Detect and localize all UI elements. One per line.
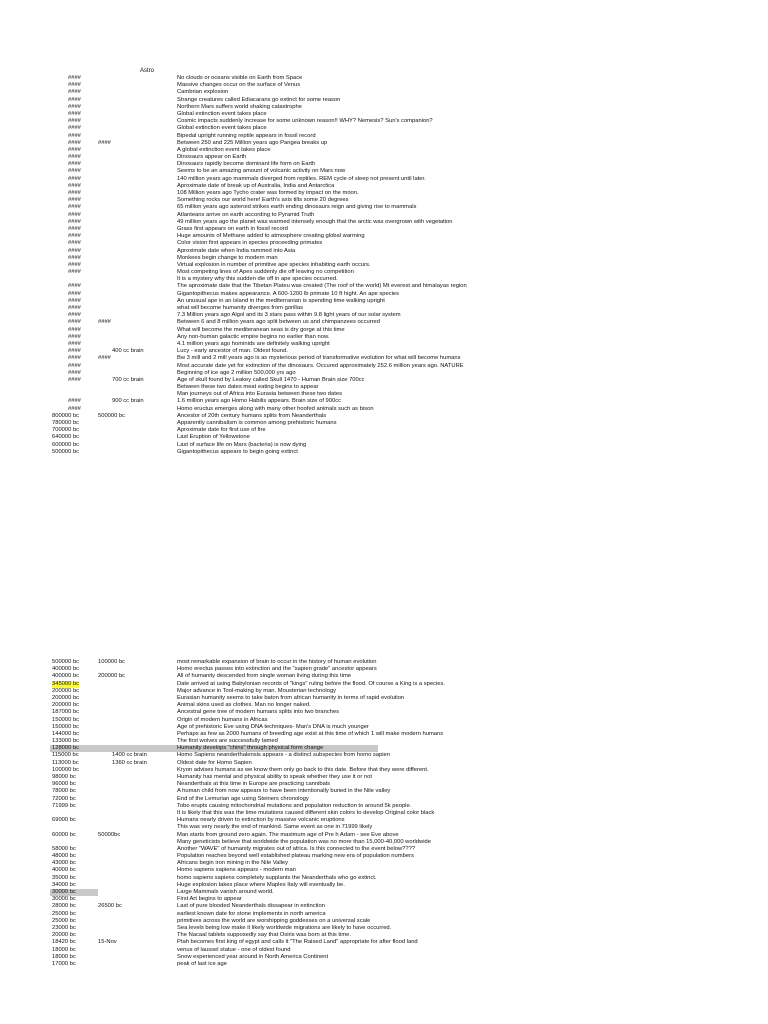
table-row bbox=[0, 204, 768, 211]
date-cell: #### bbox=[68, 326, 81, 333]
date-cell: 43000 bc bbox=[52, 860, 76, 867]
table-row bbox=[0, 702, 768, 709]
event-description: Most accurate date yet for extinction of the dinosaurs. Occured approximately 252.6 million years ago. NATURE bbox=[177, 362, 464, 369]
date-cell: #### bbox=[68, 269, 81, 276]
event-description: A global extinction event takes place bbox=[177, 146, 271, 153]
date-cell: 128000 bc bbox=[52, 745, 80, 752]
table-row bbox=[0, 875, 768, 882]
event-description: Gigantopithecus appears to begin going extinct bbox=[177, 448, 298, 455]
table-row bbox=[0, 688, 768, 695]
event-description: End of the Lemurian age using Steiners chronology bbox=[177, 795, 309, 802]
event-description: It is a mystery why this sudden die off in ape species occurred. bbox=[177, 276, 338, 283]
date-cell: 800000 bc bbox=[52, 412, 80, 419]
date-cell: 600000 bc bbox=[52, 441, 80, 448]
event-description: Apparently cannibalism is common among prehistoric humans bbox=[177, 420, 337, 426]
date-cell: 78000 bc bbox=[52, 788, 76, 795]
date-cell: #### bbox=[68, 197, 81, 204]
table-row bbox=[0, 839, 768, 846]
table-row bbox=[0, 341, 768, 348]
event-description: Many geneticists believe that worldwide the population was no more than 15,000-40,000 worldwide bbox=[177, 838, 431, 845]
table-row bbox=[0, 731, 768, 738]
date-cell: #### bbox=[68, 290, 81, 297]
table-row bbox=[0, 305, 768, 312]
event-description: 65 million years ago asteroid strikes earth ending dinosaurs reign and giving rise to mammals bbox=[177, 204, 417, 211]
table-row bbox=[0, 176, 768, 183]
event-description: 1.6 million years ago Homo Habilis appears. Brain size of 900cc bbox=[177, 398, 342, 405]
table-row bbox=[0, 903, 768, 910]
event-description: Kryon advises humans as we know them only go back to this date. Before that they were different. bbox=[177, 766, 429, 773]
date-cell: 72000 bc bbox=[52, 795, 76, 802]
event-description: No clouds or oceans visible on Earth from Space bbox=[177, 75, 303, 81]
event-description: Massive changes occur on the surface of Venus bbox=[177, 82, 301, 89]
table-row bbox=[0, 767, 768, 774]
event-description: Global extinction event takes place bbox=[177, 110, 267, 117]
date-cell: 20000 bc bbox=[52, 932, 76, 939]
event-description: Dinosaurs rapidly become dominant life form on Earth bbox=[177, 161, 316, 168]
table-row bbox=[0, 197, 768, 204]
date-cell: 30000 bc bbox=[52, 889, 76, 895]
date-cell: 640000 bc bbox=[52, 434, 80, 441]
table-row bbox=[0, 133, 768, 140]
table-row bbox=[0, 147, 768, 154]
date-cell: 144000 bc bbox=[52, 730, 80, 737]
secondary-cell: 700 cc brain bbox=[112, 376, 144, 383]
date-cell: 17000 bc bbox=[52, 960, 76, 967]
event-description: 7.3 Million years ago Algol and its 3 stars pass within 9.8 light years of our solar system bbox=[177, 312, 401, 319]
date-cell: #### bbox=[68, 103, 81, 110]
event-description: Animal skins used as clothes. Man no longer naked. bbox=[177, 702, 311, 709]
table-row bbox=[0, 781, 768, 788]
date-cell: 58000 bc bbox=[52, 845, 76, 852]
event-description: Virtual explosion in number of primitive ape species inhabiting earth occurs. bbox=[177, 261, 371, 268]
table-row bbox=[0, 334, 768, 341]
event-description: Date arrived at using Babylonian records of "kings" ruling before the flood. Of course a King is a species. bbox=[177, 680, 446, 687]
event-description: Man starts from ground zero again. The maximum age of Pre h Adam - see Eve above bbox=[177, 831, 399, 838]
event-description: Something rocks our world here! Earth's axis tilts some 20 degrees bbox=[177, 197, 349, 204]
event-description: Aproximate date when India rammed into Asia bbox=[177, 247, 296, 254]
event-description: Most competing lines of Apes suddenly die off leaving no competition bbox=[177, 269, 354, 276]
table-row bbox=[0, 788, 768, 795]
event-description: Bipedal upright running reptile appears in fossil record bbox=[177, 132, 316, 139]
date-cell: 345000 bc bbox=[52, 680, 80, 687]
date-cell: #### bbox=[68, 110, 81, 117]
date-cell: 28000 bc bbox=[52, 903, 76, 910]
date-cell: #### bbox=[68, 369, 81, 376]
table-row bbox=[0, 319, 768, 326]
table-row bbox=[0, 846, 768, 853]
date-cell: #### bbox=[68, 376, 81, 383]
table-row bbox=[0, 255, 768, 262]
date-cell: 400000 bc bbox=[52, 673, 80, 680]
table-row bbox=[0, 427, 768, 434]
table-row bbox=[0, 97, 768, 104]
secondary-cell: 400 cc brain bbox=[112, 348, 144, 355]
event-description: peak of last ice age bbox=[177, 960, 227, 967]
table-row bbox=[0, 745, 768, 752]
table-row bbox=[0, 832, 768, 839]
event-description: venus of laussel statue - one of oldest found bbox=[177, 946, 291, 953]
table-row bbox=[0, 377, 768, 384]
event-description: An unusual ape in an island in the mediterranian is spending time walking upright bbox=[177, 297, 385, 304]
table-row bbox=[0, 882, 768, 889]
table-row bbox=[0, 298, 768, 305]
date-cell: 25000 bc bbox=[52, 910, 76, 917]
date-cell: #### bbox=[68, 168, 81, 175]
event-description: earliest known date for stone implements in north america bbox=[177, 910, 326, 917]
event-description: Perhaps as few as 2000 humans of breeding age exist at this time of which 1 will make modern humans bbox=[177, 730, 444, 737]
event-description: First Art begins to appear bbox=[177, 896, 242, 903]
table-row bbox=[0, 681, 768, 688]
event-description: Humanity has mental and physical ability to speak whether they use it or not bbox=[177, 774, 372, 780]
event-description: Northern Mars suffers world shaking catastrophe bbox=[177, 103, 302, 110]
date-cell: #### bbox=[68, 218, 81, 225]
event-description: The aproximate date that the Tibetan Plateu was created (The roof of the world) Mt everest and himalayas region bbox=[177, 283, 467, 290]
date-cell: #### bbox=[68, 362, 81, 369]
event-description: 108 Million years ago Tycho crater was formed by impact on the moon. bbox=[177, 190, 359, 196]
table-row bbox=[0, 889, 768, 896]
timeline-section-1 bbox=[0, 75, 768, 456]
event-description: Atlanteans arrive on earth according to Pyramid Truth bbox=[177, 211, 315, 218]
secondary-cell: 50000bc bbox=[98, 831, 121, 838]
table-row bbox=[0, 327, 768, 334]
secondary-cell: 900 cc brain bbox=[112, 398, 144, 405]
date-cell: #### bbox=[68, 247, 81, 254]
event-description: Major advance in Tool-making by man. Mousterian technology bbox=[177, 687, 337, 694]
table-row bbox=[0, 262, 768, 269]
event-description: Ptah becomes first king of egypt and calls it "The Raised Land" appropriate for after flood land bbox=[177, 939, 418, 946]
event-description: Between these two dates meat eating begins to appear bbox=[177, 384, 319, 391]
event-description: Homo eructus emerges along with many other hoofed animals such as bison bbox=[177, 405, 374, 412]
secondary-cell: #### bbox=[98, 355, 111, 362]
table-row bbox=[0, 911, 768, 918]
date-cell: 115000 bc bbox=[52, 752, 79, 759]
event-description: Eurasian humanity seems to take baton from african humanity in terms of rapid evolution bbox=[177, 694, 405, 701]
event-description: Ancestor of 20th century humans splits from Neanderthals bbox=[177, 412, 327, 419]
table-row bbox=[0, 925, 768, 932]
secondary-cell: 100000 bc bbox=[98, 659, 126, 665]
table-row bbox=[0, 111, 768, 118]
date-cell: 100000 bc bbox=[52, 766, 80, 773]
date-cell: #### bbox=[68, 233, 81, 240]
event-description: 140 million years ago mammals diverged from reptiles. REM cycle of sleep not present until later. bbox=[177, 175, 426, 182]
secondary-cell: #### bbox=[98, 139, 111, 146]
date-cell: 400000 bc bbox=[52, 666, 80, 673]
table-row bbox=[0, 212, 768, 219]
event-description: The Nacaal tablets supposedly say that Osiris was born at this time. bbox=[177, 932, 351, 939]
event-description: Africans begin iron mining in the Nile Valley bbox=[177, 860, 289, 867]
date-cell: 60000 bc bbox=[52, 831, 76, 838]
table-row bbox=[0, 398, 768, 405]
table-row bbox=[0, 867, 768, 874]
date-cell: 23000 bc bbox=[52, 924, 76, 931]
secondary-cell: 1360 cc brain bbox=[112, 759, 147, 766]
event-description: Humans nearly driven to extinction by massive volcanic eruptions bbox=[177, 817, 345, 824]
table-row bbox=[0, 449, 768, 456]
table-row bbox=[0, 104, 768, 111]
date-cell: #### bbox=[68, 405, 81, 412]
date-cell: #### bbox=[68, 254, 81, 261]
table-row bbox=[0, 738, 768, 745]
event-description: 4.1 million years ago hominids are definitely walking upright bbox=[177, 340, 330, 347]
event-description: Huge amounts of Methane added to atmosphere creating global warming bbox=[177, 233, 365, 240]
date-cell: #### bbox=[68, 154, 81, 161]
event-description: Huge explosion takes place where Maples Italy will eventually be. bbox=[177, 881, 345, 888]
table-row bbox=[0, 673, 768, 680]
event-description: Humanity develops "chins" through physical form change bbox=[177, 745, 324, 752]
table-row bbox=[0, 659, 768, 666]
table-row bbox=[0, 233, 768, 240]
secondary-cell: 200000 bc bbox=[98, 673, 126, 680]
event-description: Age of skull found by Leakey called Skull 1470 - Human Brain size 700cc bbox=[177, 376, 365, 383]
date-cell: 71999 bc bbox=[52, 802, 76, 809]
event-description: This was very nearly the end of mankind. Same event as one in 71999 likely bbox=[177, 824, 373, 831]
date-cell: #### bbox=[68, 161, 81, 168]
date-cell: 96000 bc bbox=[52, 781, 76, 788]
table-row bbox=[0, 406, 768, 413]
event-description: Homo erectus passes into extinction and the "sapien grade" ancestor appears bbox=[177, 666, 377, 673]
event-description: Strange creatures called Ediacarans go extinct for some reason bbox=[177, 96, 341, 103]
event-description: Homo sapiens sapiens appears - modern man bbox=[177, 867, 296, 874]
table-row bbox=[0, 442, 768, 449]
event-description: Age of prehistoric Eve using DNA techniques- Man's DNA is much younger bbox=[177, 723, 369, 730]
date-cell: 200000 bc bbox=[52, 702, 80, 709]
event-description: Last of pure blooded Neanderthals dissapear in extinction bbox=[177, 903, 325, 910]
event-description: Cambrian explosion bbox=[177, 89, 229, 96]
table-row bbox=[0, 355, 768, 362]
event-description: It is likely that this was the time mutations caused different skin colors to develop Original color black bbox=[177, 809, 435, 816]
date-cell: 30000 bc bbox=[52, 896, 76, 903]
table-row bbox=[0, 240, 768, 247]
date-cell: 18420 bc bbox=[52, 939, 76, 946]
date-cell: 150000 bc bbox=[52, 723, 80, 730]
table-row bbox=[0, 709, 768, 716]
event-description: Between 6 and 8 million years ago split between us and chimpanzees occurred bbox=[177, 319, 381, 326]
event-description: Cosmic impacts suddenly increase for some unknown reason!! WHY? Nemesis? Sun's companion? bbox=[177, 118, 433, 125]
table-row bbox=[0, 947, 768, 954]
table-row bbox=[0, 291, 768, 298]
event-description: Dinosaurs appear on Earth bbox=[177, 154, 247, 161]
date-cell: #### bbox=[68, 240, 81, 247]
table-row bbox=[0, 420, 768, 427]
event-description: Global extinction event takes place bbox=[177, 125, 267, 132]
event-description: Any non-human galactic empire begins no earlier than now. bbox=[177, 333, 330, 340]
date-cell: 48000 bc bbox=[52, 853, 76, 860]
date-cell: #### bbox=[68, 333, 81, 340]
date-cell: #### bbox=[68, 312, 81, 319]
date-cell: #### bbox=[68, 348, 81, 355]
event-description: primitives across the world are worshipping goddesses on a universal scale bbox=[177, 917, 371, 924]
event-description: Homo Sapiens neanderthalensis appears - a distinct subspecies from homo sapien bbox=[177, 752, 390, 759]
event-description: Grass first appears on earth in fossil record bbox=[177, 225, 288, 232]
event-description: A human child from now appears to have been intentionally buried in the Nile valley bbox=[177, 788, 391, 795]
date-cell: 700000 bc bbox=[52, 427, 80, 434]
date-cell: #### bbox=[68, 204, 81, 211]
date-cell: 35000 bc bbox=[52, 874, 76, 881]
event-description: Seems to be an amazing amount of volcanic activity on Mars now bbox=[177, 168, 346, 175]
table-row bbox=[0, 695, 768, 702]
event-description: Sea levels being low make it likely worldwide migrations are likely to have occurred. bbox=[177, 924, 392, 931]
table-row bbox=[0, 724, 768, 731]
event-description: most remarkable expansion of brain to occur in the history of human evolution bbox=[177, 659, 377, 665]
date-cell: 187000 bc bbox=[52, 709, 80, 716]
event-description: Aproximate date of break up of Australia, India and Antarctica bbox=[177, 182, 335, 189]
table-row bbox=[0, 391, 768, 398]
secondary-cell: 1400 cc brain bbox=[112, 752, 147, 759]
event-description: Last of surface life on Mars (bacteria) is now dying bbox=[177, 441, 307, 448]
table-row bbox=[0, 384, 768, 391]
table-row bbox=[0, 219, 768, 226]
date-cell: #### bbox=[68, 340, 81, 347]
table-row bbox=[0, 348, 768, 355]
table-row bbox=[0, 774, 768, 781]
secondary-cell: 15-Nov bbox=[98, 939, 117, 946]
date-cell: 18000 bc bbox=[52, 953, 76, 960]
secondary-cell: 500000 bc bbox=[98, 412, 126, 419]
event-description: Lucy - early ancestor of man. Oldest found. bbox=[177, 348, 288, 355]
date-cell: #### bbox=[68, 132, 81, 139]
date-cell: 200000 bc bbox=[52, 687, 80, 694]
date-cell: #### bbox=[68, 118, 81, 125]
event-description: Man journeys out of Africa into Eurasia between these two dates bbox=[177, 391, 342, 398]
table-row bbox=[0, 434, 768, 441]
table-row bbox=[0, 817, 768, 824]
table-row bbox=[0, 939, 768, 946]
table-row bbox=[0, 961, 768, 968]
event-description: What will become the mediteranean seas is dry gorge at this time bbox=[177, 326, 345, 333]
table-row bbox=[0, 370, 768, 377]
table-row bbox=[0, 954, 768, 961]
table-row bbox=[0, 276, 768, 283]
date-cell: #### bbox=[68, 225, 81, 232]
date-cell: 150000 bc bbox=[52, 716, 80, 723]
table-row bbox=[0, 312, 768, 319]
table-row bbox=[0, 283, 768, 290]
secondary-cell: 26500 bc bbox=[98, 903, 122, 910]
date-cell: 25000 bc bbox=[52, 917, 76, 924]
date-cell: 133000 bc bbox=[52, 738, 80, 745]
event-description: Aproximate date for first use of fire bbox=[177, 427, 266, 434]
table-row bbox=[0, 803, 768, 810]
event-description: Snow experienced year around in North America Continent bbox=[177, 953, 329, 960]
table-row bbox=[0, 89, 768, 96]
table-row bbox=[0, 413, 768, 420]
table-row bbox=[0, 168, 768, 175]
table-row bbox=[0, 154, 768, 161]
column-header-astro: Astro bbox=[140, 68, 155, 74]
table-row bbox=[0, 760, 768, 767]
event-description: Neanderthals at this time in Europe are practicing cannibals bbox=[177, 781, 331, 788]
event-description: Origin of modern humans in Africas bbox=[177, 716, 268, 723]
event-description: Ancestral gene tree of modern humans splits into two branches bbox=[177, 709, 340, 716]
event-description: Color vision first appears in species proceeding primates bbox=[177, 240, 323, 247]
event-description: All of humanity descended from single woman living during this time bbox=[177, 673, 351, 680]
date-cell: 34000 bc bbox=[52, 881, 76, 888]
event-description: what will become humanity diverges from gorillas bbox=[177, 305, 303, 311]
date-cell: #### bbox=[68, 139, 81, 146]
event-description: 49 million years ago the planet was warmed intensely enough that the arctic was overgrown with vegetation bbox=[177, 218, 453, 225]
date-cell: #### bbox=[68, 146, 81, 153]
date-cell: #### bbox=[68, 190, 81, 196]
table-row bbox=[0, 140, 768, 147]
table-row bbox=[0, 918, 768, 925]
date-cell: #### bbox=[68, 125, 81, 132]
table-row bbox=[0, 125, 768, 132]
date-cell: #### bbox=[68, 182, 81, 189]
table-row bbox=[0, 118, 768, 125]
table-row bbox=[0, 226, 768, 233]
table-row bbox=[0, 190, 768, 197]
event-description: Another "WAVE" of humanity migrates out of africa. Is this connected to the event below???? bbox=[177, 845, 416, 852]
date-cell: 113000 bc bbox=[52, 759, 79, 766]
table-row bbox=[0, 183, 768, 190]
table-row bbox=[0, 269, 768, 276]
event-description: The first wolves are successfully tamed bbox=[177, 738, 278, 745]
timeline-section-2 bbox=[0, 659, 768, 968]
event-description: Oldest date for Homo Sapien bbox=[177, 759, 252, 766]
table-row bbox=[0, 896, 768, 903]
table-row bbox=[0, 248, 768, 255]
date-cell: #### bbox=[68, 175, 81, 182]
event-description: Large Mammals vanish around world. bbox=[177, 889, 274, 895]
event-description: Between 250 and 225 Million years ago Pangea breaks up bbox=[177, 139, 328, 146]
date-cell: #### bbox=[68, 75, 81, 81]
date-cell: #### bbox=[68, 96, 81, 103]
date-cell: 69000 bc bbox=[52, 817, 76, 824]
date-cell: 18000 bc bbox=[52, 946, 76, 953]
table-row bbox=[0, 824, 768, 831]
secondary-cell: #### bbox=[98, 319, 111, 326]
table-row bbox=[0, 666, 768, 673]
date-cell: #### bbox=[68, 297, 81, 304]
table-row bbox=[0, 363, 768, 370]
date-cell: #### bbox=[68, 211, 81, 218]
date-cell: #### bbox=[68, 82, 81, 89]
event-description: Population reaches beyond well established plateau marking new era of population numbers bbox=[177, 853, 414, 860]
event-description: homo sapiens sapiens completely supplants the Neanderthals who go extinct. bbox=[177, 874, 377, 881]
table-row bbox=[0, 810, 768, 817]
date-cell: 780000 bc bbox=[52, 420, 80, 426]
table-row bbox=[0, 796, 768, 803]
date-cell: #### bbox=[68, 261, 81, 268]
event-description: Beginning of ice age 2 million 500,000 yrs ago bbox=[177, 369, 296, 376]
event-description: Monkees begin change to modern man bbox=[177, 254, 278, 261]
date-cell: #### bbox=[68, 89, 81, 96]
event-description: Gigantopithecus makes appearance. A 600-1200 lb primate 10 ft hight. An ape species bbox=[177, 290, 400, 297]
date-cell: #### bbox=[68, 398, 81, 405]
table-row bbox=[0, 932, 768, 939]
date-cell: 40000 bc bbox=[52, 867, 76, 874]
date-cell: #### bbox=[68, 283, 81, 290]
date-cell: 500000 bc bbox=[52, 659, 80, 665]
date-cell: #### bbox=[68, 355, 81, 362]
table-row bbox=[0, 717, 768, 724]
table-row bbox=[0, 161, 768, 168]
table-row bbox=[0, 752, 768, 759]
event-description: Bw 3 mill and 2 mill years ago is as mysterious period of transformative evolution for what will become humans bbox=[177, 355, 461, 362]
date-cell: #### bbox=[68, 319, 81, 326]
table-row bbox=[0, 75, 768, 82]
date-cell: 500000 bc bbox=[52, 448, 80, 455]
event-description: Tobo erupts causing mitochondrial mutations and population reduction to around 5k people. bbox=[177, 802, 412, 809]
date-cell: #### bbox=[68, 305, 81, 311]
table-row bbox=[0, 853, 768, 860]
date-cell: 98000 bc bbox=[52, 774, 76, 780]
table-row bbox=[0, 860, 768, 867]
date-cell: 200000 bc bbox=[52, 694, 80, 701]
event-description: Last Eruption of Yellowstone bbox=[177, 434, 250, 441]
table-row bbox=[0, 82, 768, 89]
